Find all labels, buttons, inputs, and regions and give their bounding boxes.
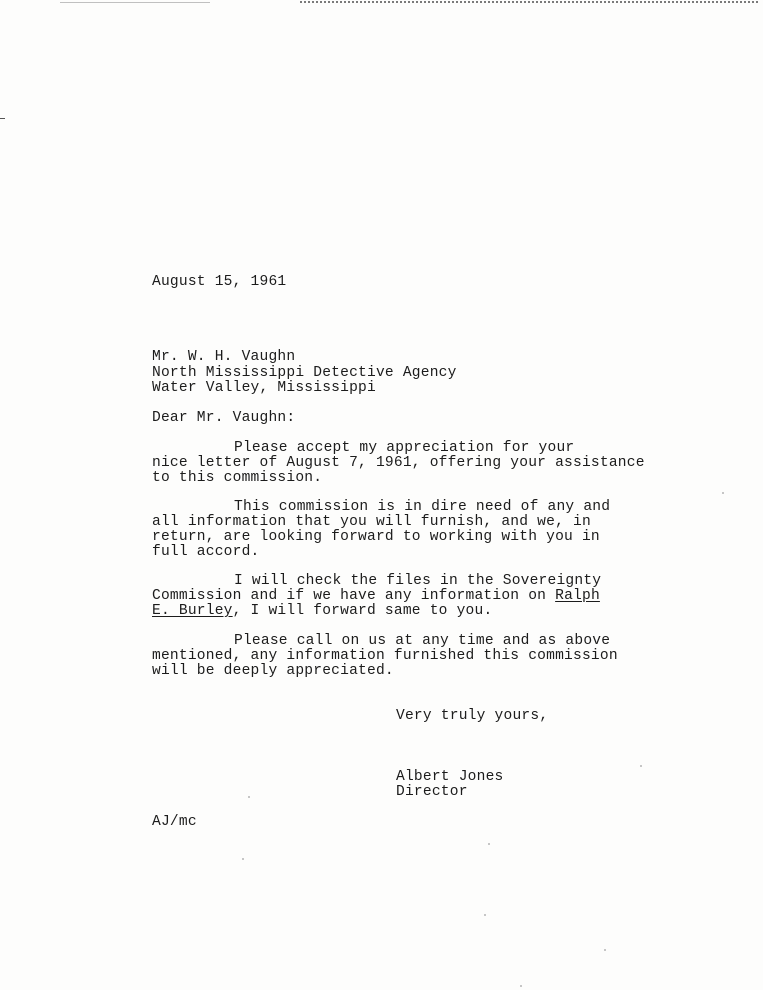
scan-speck (242, 858, 244, 860)
signer-title: Director (396, 784, 468, 800)
underlined-name: Ralph (555, 588, 600, 604)
scan-artifact-line (60, 2, 210, 3)
scan-speck (604, 949, 606, 951)
signer-name: Albert Jones (396, 769, 504, 785)
scan-speck (248, 796, 250, 798)
address-line: North Mississippi Detective Agency (152, 365, 457, 381)
paragraph-line: all information that you will furnish, and we, in (152, 514, 591, 530)
salutation: Dear Mr. Vaughn: (152, 410, 296, 426)
scan-speck (520, 985, 522, 987)
paragraph-line: full accord. (152, 544, 260, 560)
paragraph-line: This commission is in dire need of any and (234, 499, 611, 515)
paragraph-text: , I will forward same to you. (232, 603, 493, 619)
scan-speck (488, 843, 490, 845)
paragraph-line: to this commission. (152, 470, 323, 486)
letter-date: August 15, 1961 (152, 274, 287, 290)
paragraph-line (152, 589, 600, 604)
paragraph-line (152, 604, 492, 619)
scan-artifact-tick (0, 118, 5, 119)
scan-artifact-dotted-line (300, 1, 758, 3)
reference-initials: AJ/mc (152, 814, 197, 830)
paragraph-text: Commission and if we have any information on (152, 588, 556, 604)
paragraph-line: Please accept my appreciation for your (234, 440, 575, 456)
paragraph-line: Please call on us at any time and as above (234, 633, 611, 649)
paragraph-line: will be deeply appreciated. (152, 663, 394, 679)
paragraph-line: mentioned, any information furnished this commission (152, 648, 618, 664)
paragraph-line: return, are looking forward to working with you in (152, 529, 600, 545)
underlined-name: E. Burley (152, 603, 233, 619)
scan-speck (640, 765, 642, 767)
paragraph-line: I will check the files in the Sovereignty (234, 573, 602, 589)
address-line: Water Valley, Mississippi (152, 380, 376, 396)
scan-speck (484, 914, 486, 916)
complimentary-closing: Very truly yours, (396, 708, 549, 724)
paragraph-line: nice letter of August 7, 1961, offering your assistance (152, 455, 645, 471)
address-line: Mr. W. H. Vaughn (152, 349, 296, 365)
scan-speck (722, 492, 724, 494)
